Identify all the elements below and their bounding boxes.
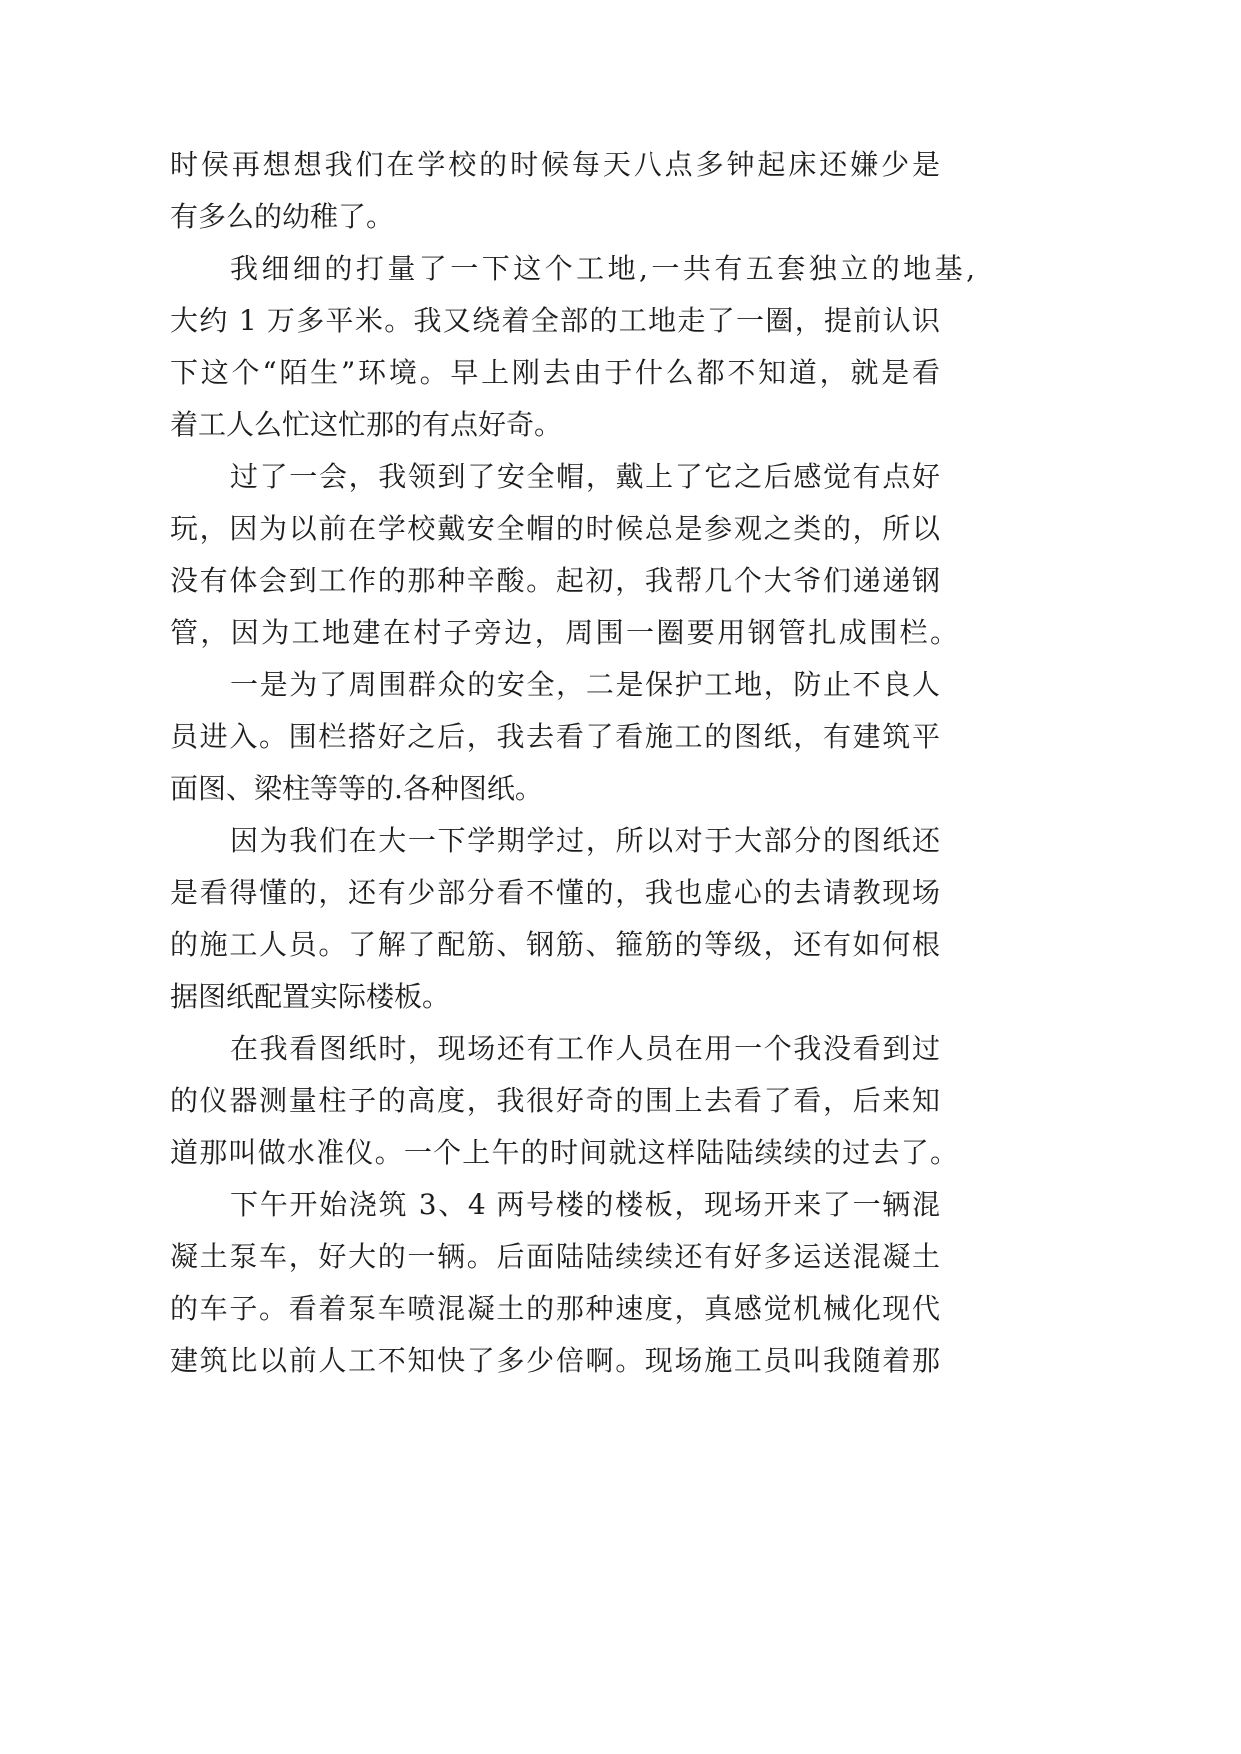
text-line: 面图、梁柱等等的.各种图纸。 [170, 772, 543, 805]
text-line: 玩，因为以前在学校戴安全帽的时候总是参观之类的，所以 [170, 512, 940, 545]
text-line: 有多么的幼稚了。 [170, 200, 395, 233]
text-line: 道那叫做水准仪。一个上午的时间就这样陆陆续续的过去了。 [170, 1136, 958, 1169]
text-line: 在我看图纸时，现场还有工作人员在用一个我没看到过 [230, 1032, 940, 1065]
text-line: 大约 1 万多平米。我又绕着全部的工地走了一圈，提前认识 [170, 304, 940, 337]
paragraph [170, 659, 940, 815]
paragraph [170, 1179, 940, 1387]
paragraph [170, 139, 940, 243]
text-line: 过了一会，我领到了安全帽，戴上了它之后感觉有点好 [230, 460, 940, 493]
paragraph [170, 1023, 958, 1179]
text-line: 一是为了周围群众的安全，二是保护工地，防止不良人 [230, 668, 940, 701]
text-line: 下午开始浇筑 3、4 两号楼的楼板，现场开来了一辆混 [230, 1188, 940, 1221]
body-text [170, 139, 975, 1387]
text-line: 的施工人员。了解了配筋、钢筋、箍筋的等级，还有如何根 [170, 928, 940, 961]
text-line: 据图纸配置实际楼板。 [170, 980, 451, 1013]
text-line: 建筑比以前人工不知快了多少倍啊。现场施工员叫我随着那 [170, 1344, 940, 1377]
paragraph [170, 451, 958, 659]
text-line: 凝土泵车，好大的一辆。后面陆陆续续还有好多运送混凝土 [170, 1240, 940, 1273]
text-line: 没有体会到工作的那种辛酸。起初，我帮几个大爷们递递钢 [170, 564, 940, 597]
text-line: 下这个“陌生”环境。早上刚去由于什么都不知道，就是看 [170, 356, 940, 389]
text-line: 管，因为工地建在村子旁边，周围一圈要用钢管扎成围栏。 [170, 616, 958, 649]
text-line: 的车子。看着泵车喷混凝土的那种速度，真感觉机械化现代 [170, 1292, 940, 1325]
paragraph [170, 243, 975, 451]
text-line: 因为我们在大一下学期学过，所以对于大部分的图纸还 [230, 824, 940, 857]
text-line: 着工人么忙这忙那的有点好奇。 [170, 408, 563, 441]
text-line: 的仪器测量柱子的高度，我很好奇的围上去看了看，后来知 [170, 1084, 940, 1117]
paragraph [170, 815, 940, 1023]
text-line: 员进入。围栏搭好之后，我去看了看施工的图纸，有建筑平 [170, 720, 940, 753]
text-line: 时侯再想想我们在学校的时候每天八点多钟起床还嫌少是 [170, 148, 940, 181]
text-line: 我细细的打量了一下这个工地,一共有五套独立的地基, [230, 252, 975, 285]
text-line: 是看得懂的，还有少部分看不懂的，我也虚心的去请教现场 [170, 876, 940, 909]
